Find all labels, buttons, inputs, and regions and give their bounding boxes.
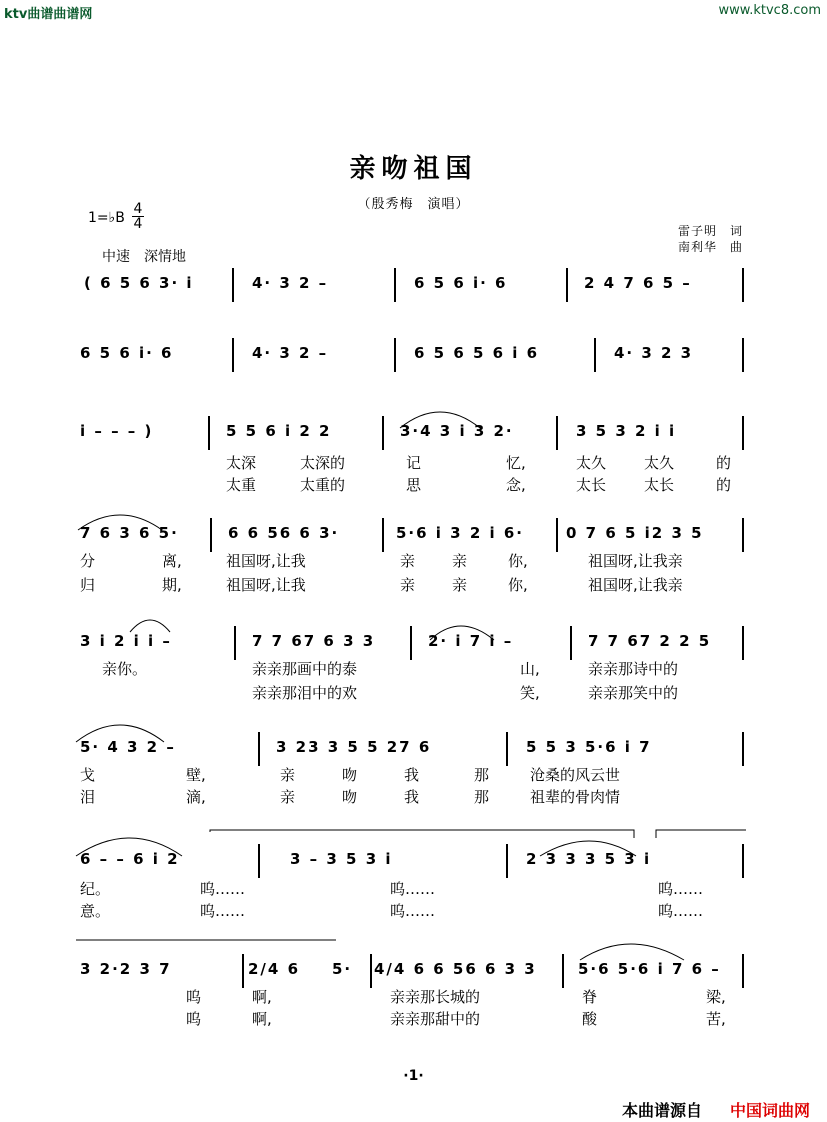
staff-line-4 bbox=[76, 518, 746, 554]
measure: 3 i 2 i i – bbox=[80, 632, 172, 650]
measure: 5 5 3 5·6 i 7 bbox=[526, 738, 652, 756]
measure: ( 6 5 6 3· i bbox=[84, 274, 194, 292]
measure: 6 – – 6 i 2 bbox=[80, 850, 180, 868]
staff-line-1 bbox=[76, 268, 746, 304]
measure: 4· 3 2 3 bbox=[614, 344, 694, 362]
staff-line-8 bbox=[76, 954, 746, 990]
measure: 5 5 6 i 2 2 bbox=[226, 422, 332, 440]
time-bottom: 4 bbox=[133, 216, 143, 232]
measure: 6 5 6 i· 6 bbox=[414, 274, 508, 292]
measure: 0 7 6 5 i2 3 5 bbox=[566, 524, 704, 542]
measure: 3 23 3 5 5 27 6 bbox=[276, 738, 432, 756]
measure: 2 3 3 3 5 3 i bbox=[526, 850, 652, 868]
singer-credit: （殷秀梅 演唱） bbox=[357, 197, 470, 212]
tempo-marking: 中速 深情地 bbox=[102, 249, 186, 265]
measure: 6 6 56 6 3· bbox=[228, 524, 340, 542]
staff-line-7 bbox=[76, 844, 746, 880]
measure: 2/4 6 bbox=[248, 960, 301, 978]
site-url-right[interactable]: www.ktvc8.com bbox=[718, 3, 821, 18]
time-signature bbox=[132, 202, 144, 231]
lyricist-credit: 雷子明 词 bbox=[677, 224, 743, 238]
staff-line-3 bbox=[76, 416, 746, 452]
key-signature: 1=♭B bbox=[88, 210, 125, 226]
measure: 3 2·2 3 7 bbox=[80, 960, 172, 978]
time-top: 4 bbox=[133, 201, 143, 217]
measure: i – – – ) bbox=[80, 422, 154, 440]
site-logo-left[interactable]: ktv曲谱曲谱网 bbox=[4, 7, 93, 22]
staff-line-6 bbox=[76, 732, 746, 768]
staff-line-2 bbox=[76, 338, 746, 374]
source-label: 本曲谱源自 bbox=[622, 1101, 703, 1120]
measure: 5·6 i 3 2 i 6· bbox=[396, 524, 524, 542]
measure: 7 7 67 2 2 5 bbox=[588, 632, 712, 650]
measure: 7 7 67 6 3 3 bbox=[252, 632, 376, 650]
measure: 7 6 3 6 5· bbox=[80, 524, 179, 542]
measure: 3 5 3 2 i i bbox=[576, 422, 677, 440]
measure: 5· bbox=[332, 960, 353, 978]
measure: 4· 3 2 – bbox=[252, 344, 329, 362]
measure: 2· i 7 i – bbox=[428, 632, 514, 650]
measure: 5· 4 3 2 – bbox=[80, 738, 176, 756]
measure: 6 5 6 5 6 i 6 bbox=[414, 344, 540, 362]
measure: 4/4 6 6 56 6 3 3 bbox=[374, 960, 537, 978]
measure: 6 5 6 i· 6 bbox=[80, 344, 174, 362]
source-site-link[interactable]: 中国词曲网 bbox=[730, 1101, 811, 1120]
measure: 3 – 3 5 3 i bbox=[290, 850, 393, 868]
staff-line-5 bbox=[76, 626, 746, 662]
page-number: ·1· bbox=[403, 1068, 424, 1084]
measure: 5·6 5·6 i 7 6 – bbox=[578, 960, 721, 978]
measure: 4· 3 2 – bbox=[252, 274, 329, 292]
composer-credit: 南利华 曲 bbox=[677, 240, 743, 254]
measure: 2 4 7 6 5 – bbox=[584, 274, 692, 292]
measure: 3·4 3 i 3 2· bbox=[400, 422, 514, 440]
song-title: 亲吻祖国 bbox=[349, 154, 478, 184]
